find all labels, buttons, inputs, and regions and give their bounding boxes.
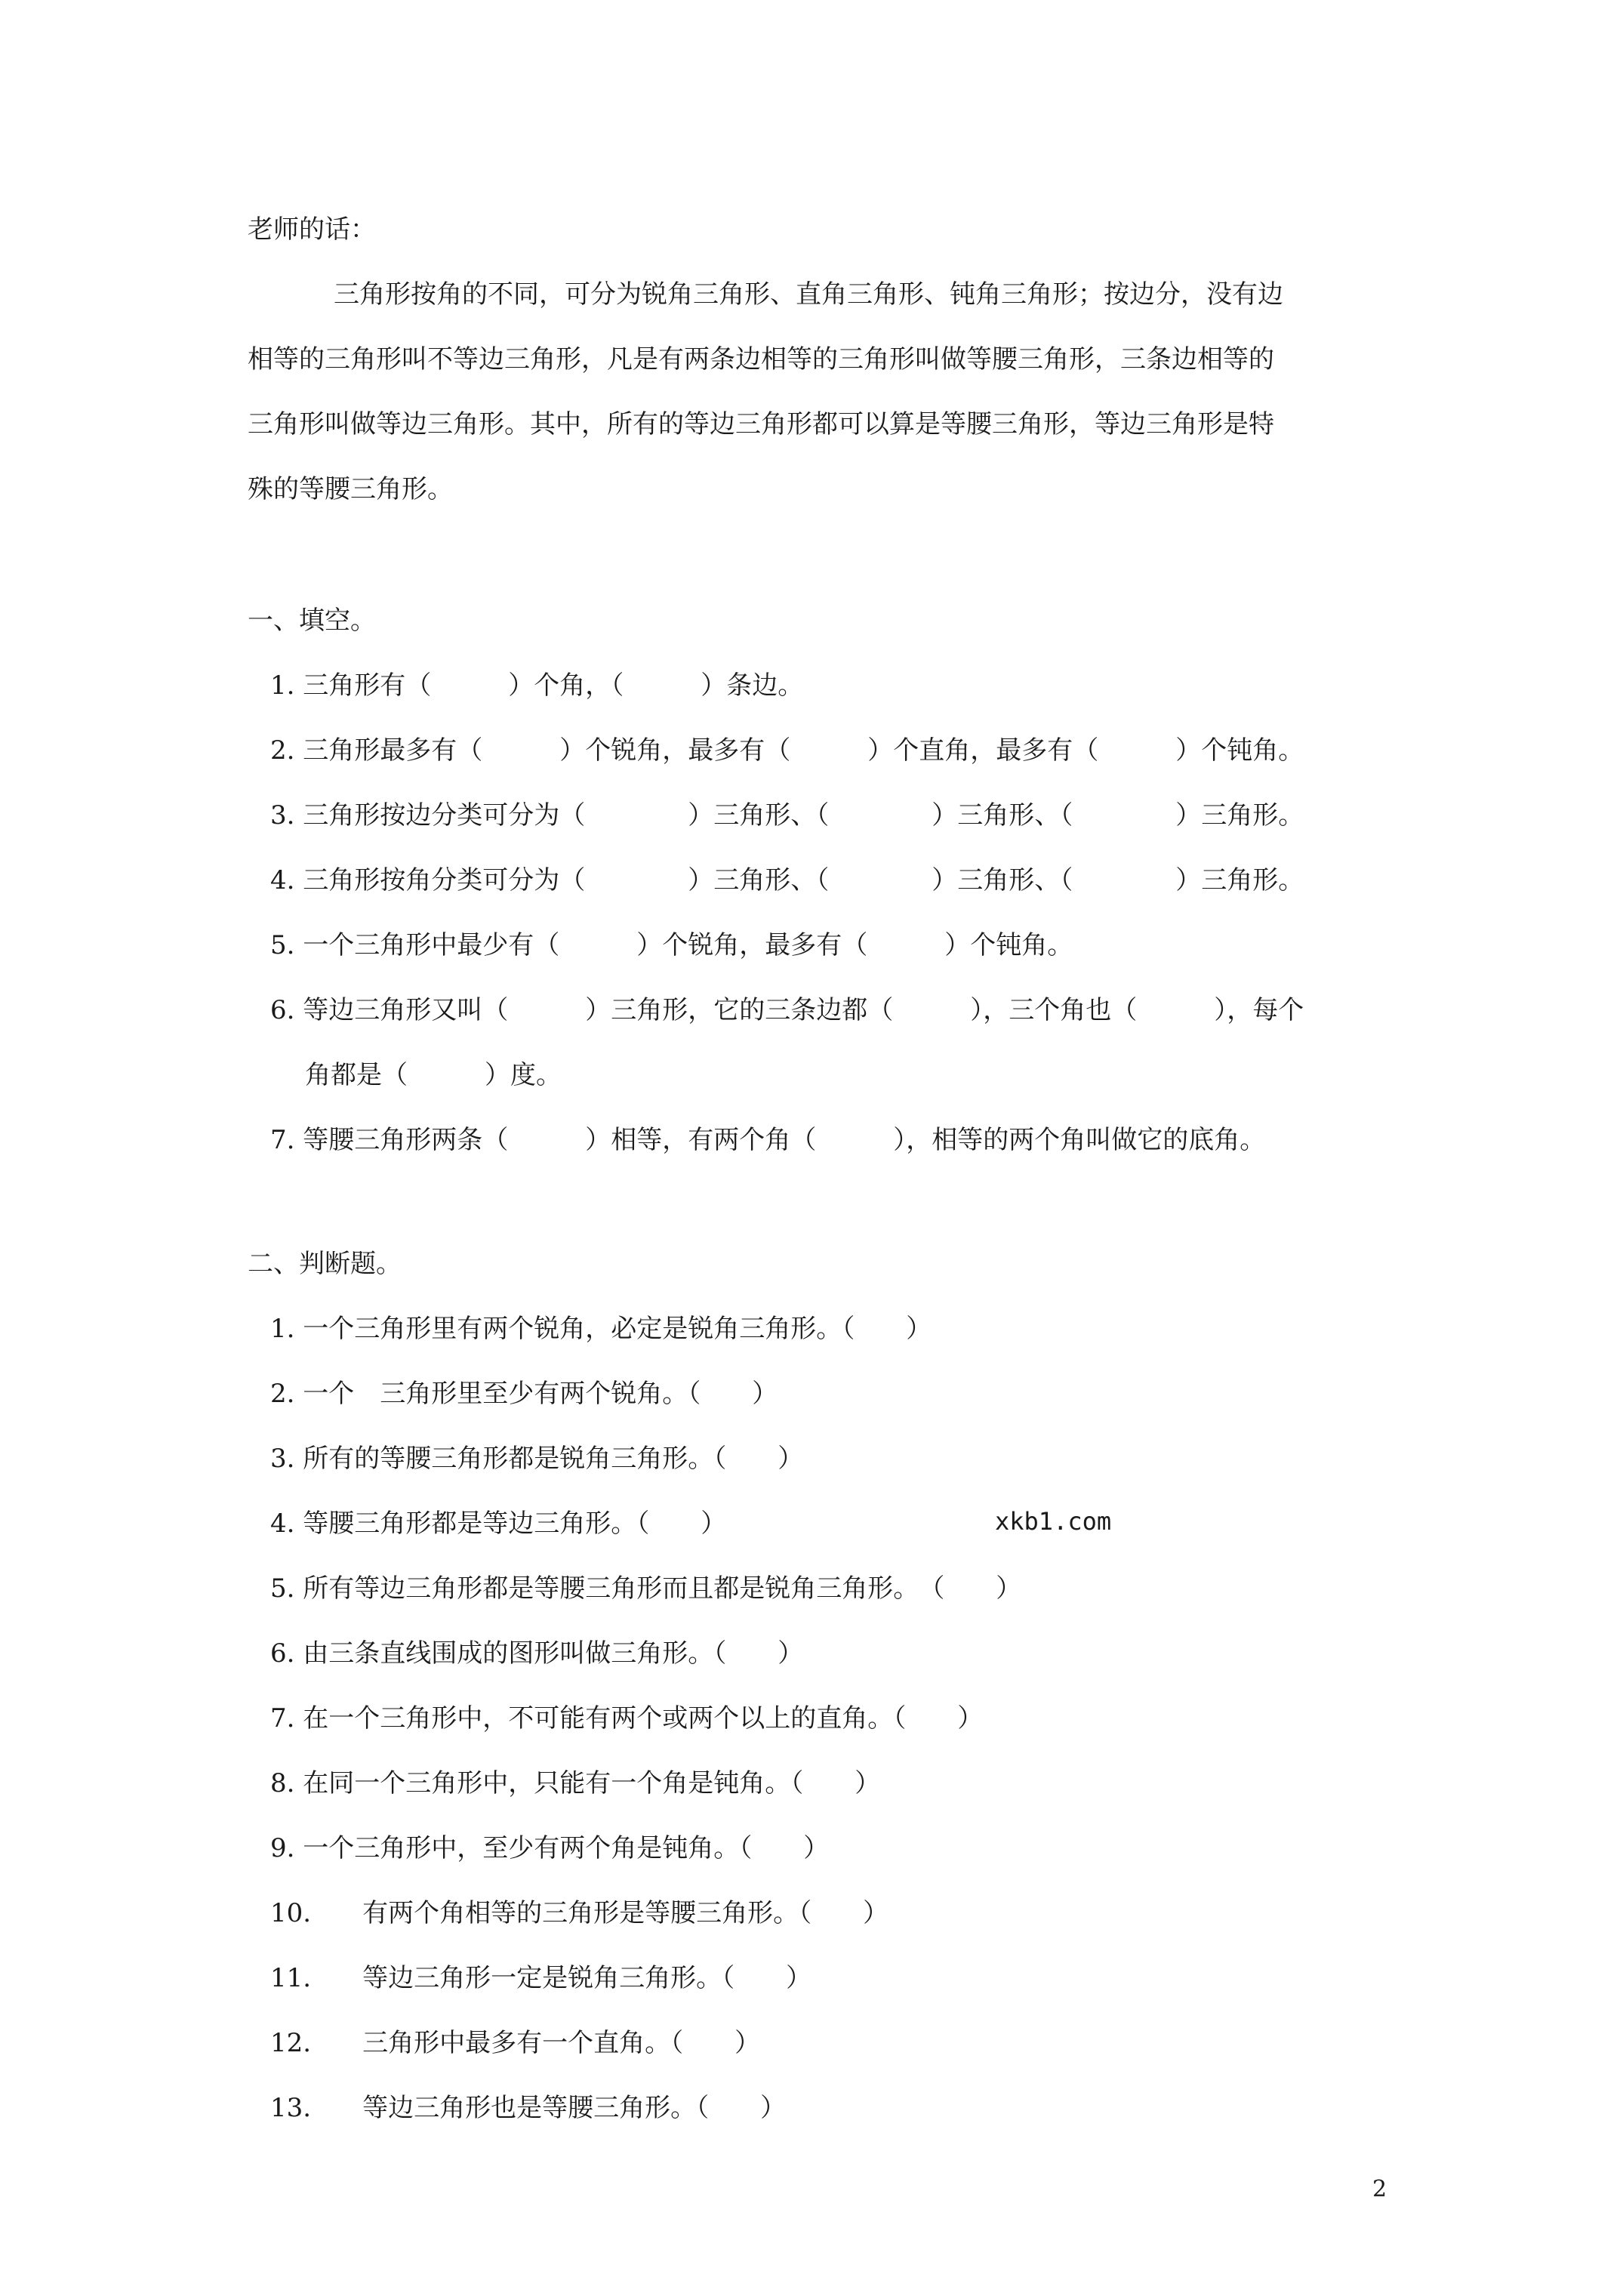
judge-item-5: 5. 所有等边三角形都是等腰三角形而且都是锐角三角形。 （ ） xyxy=(270,1573,1022,1604)
intro-heading: 老师的话： xyxy=(248,214,376,245)
judge-item-4: 4. 等腰三角形都是等边三角形。（ ） xyxy=(270,1509,727,1539)
fill-item-3: 3. 三角形按边分类可分为（ ）三角形、（ ）三角形、（ ）三角形。 xyxy=(270,800,1304,831)
section-2-title: 二、判断题。 xyxy=(248,1249,402,1279)
judge-item-13: 13. 等边三角形也是等腰三角形。（ ） xyxy=(270,2093,787,2123)
judge-item-8: 8. 在同一个三角形中，只能有一个角是钝角。（ ） xyxy=(270,1768,881,1798)
fill-item-1: 1. 三角形有（ ）个角，（ ）条边。 xyxy=(270,670,804,701)
fill-item-6: 6. 等边三角形又叫（ ）三角形，它的三条边都（ ），三个角也（ ），每个 xyxy=(270,995,1304,1025)
page-number: 2 xyxy=(1372,2176,1387,2202)
judge-item-11: 11. 等边三角形一定是锐角三角形。（ ） xyxy=(270,1963,812,1993)
fill-item-5: 5. 一个三角形中最少有（ ）个锐角，最多有（ ）个钝角。 xyxy=(270,930,1073,960)
judge-item-7: 7. 在一个三角形中，不可能有两个或两个以上的直角。（ ） xyxy=(270,1703,984,1734)
intro-line-1: 三角形按角的不同，可分为锐角三角形、直角三角形、钝角三角形；按边分，没有边 xyxy=(334,279,1283,310)
judge-item-3: 3. 所有的等腰三角形都是锐角三角形。（ ） xyxy=(270,1444,804,1474)
watermark-text: xkb1.com xyxy=(995,1507,1112,1536)
judge-item-6: 6. 由三条直线围成的图形叫做三角形。（ ） xyxy=(270,1638,804,1669)
fill-item-6-continued: 角都是（ ）度。 xyxy=(305,1060,562,1090)
intro-line-3: 三角形叫做等边三角形。其中，所有的等边三角形都可以算是等腰三角形，等边三角形是特 xyxy=(248,409,1274,439)
judge-item-9: 9. 一个三角形中，至少有两个角是钝角。（ ） xyxy=(270,1833,830,1863)
judge-item-12: 12. 三角形中最多有一个直角。（ ） xyxy=(270,2028,761,2058)
section-1-title: 一、填空。 xyxy=(248,606,376,636)
judge-item-1: 1. 一个三角形里有两个锐角，必定是锐角三角形。（ ） xyxy=(270,1314,932,1344)
intro-line-4: 殊的等腰三角形。 xyxy=(248,474,453,504)
fill-item-2: 2. 三角形最多有（ ）个锐角，最多有（ ）个直角，最多有（ ）个钝角。 xyxy=(270,735,1304,766)
fill-item-4: 4. 三角形按角分类可分为（ ）三角形、（ ）三角形、（ ）三角形。 xyxy=(270,865,1304,895)
fill-item-7: 7. 等腰三角形两条（ ）相等，有两个角（ ），相等的两个角叫做它的底角。 xyxy=(270,1125,1266,1155)
judge-item-2: 2. 一个 三角形里至少有两个锐角。（ ） xyxy=(270,1379,778,1409)
intro-line-2: 相等的三角形叫不等边三角形，凡是有两条边相等的三角形叫做等腰三角形，三条边相等的 xyxy=(248,344,1274,374)
judge-item-10: 10. 有两个角相等的三角形是等腰三角形。（ ） xyxy=(270,1898,889,1928)
